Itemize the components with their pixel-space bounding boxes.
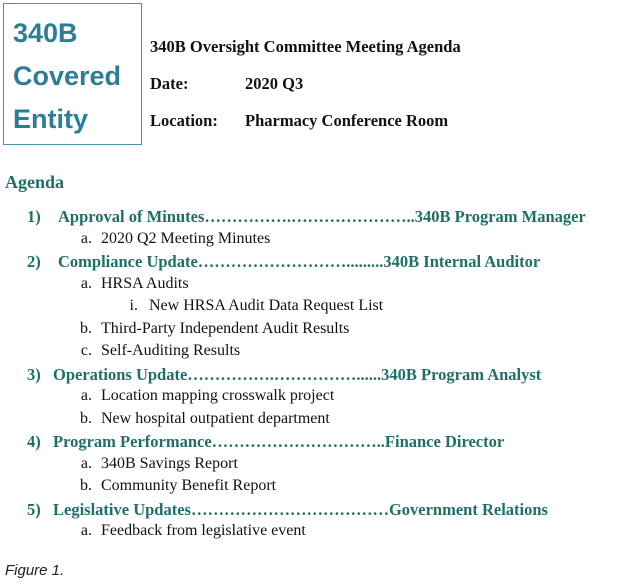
agenda-subitem: [0, 320, 634, 343]
agenda-item-number: 1): [27, 207, 41, 226]
subitem-marker: b.: [80, 409, 92, 427]
agenda-item-number: 4): [27, 432, 41, 451]
logo-line-2: Covered: [13, 61, 122, 91]
agenda-subitem: [0, 387, 634, 410]
subitem-marker: a.: [80, 387, 92, 404]
subitem-text: HRSA Audits: [101, 274, 189, 292]
agenda-item-text: Legislative Updates………………………………Government Relations: [53, 499, 548, 519]
agenda-item: [0, 252, 634, 275]
agenda-subitem: [0, 230, 634, 253]
agenda-subitem: [0, 410, 634, 433]
date-value: 2020 Q3: [245, 74, 304, 93]
subitem-marker: a.: [80, 454, 92, 472]
agenda-subsubitem: [0, 297, 634, 320]
agenda-subitem: [0, 477, 634, 500]
covered-entity-logo: [3, 3, 142, 145]
agenda-subitem: [0, 275, 634, 298]
date-row: [150, 74, 461, 111]
agenda-item: [0, 500, 634, 523]
subitem-marker: b.: [80, 477, 92, 494]
agenda-item: [0, 207, 634, 230]
subitem-text: New hospital outpatient department: [101, 409, 330, 427]
agenda-item-text: Compliance Update……………………….........340B Internal Auditor: [58, 252, 541, 271]
agenda-item-number: 2): [27, 252, 41, 271]
subitem-text: Self-Auditing Results: [101, 342, 241, 359]
logo-line-3: Entity: [13, 104, 89, 134]
subitem-marker: b.: [80, 319, 92, 337]
agenda-item-number: 3): [27, 364, 41, 384]
subitem-text: 340B Savings Report: [101, 454, 238, 472]
subitem-marker: a.: [80, 229, 92, 247]
subitem-marker: a.: [80, 274, 92, 292]
agenda-heading: Agenda: [5, 172, 65, 192]
date-label: Date:: [150, 74, 189, 93]
subitem-text: Location mapping crosswalk project: [101, 387, 335, 404]
location-label: Location:: [150, 111, 218, 130]
agenda-item-text: Operations Update…………….……………......340B Program Analyst: [53, 364, 542, 384]
subsubitem-marker: i.: [129, 297, 138, 314]
agenda-item-number: 5): [27, 499, 41, 519]
meeting-header: [150, 37, 461, 148]
logo-line-1: 340B: [13, 18, 78, 48]
agenda-subitem: [0, 455, 634, 478]
agenda-list: [0, 207, 634, 545]
subitem-text: Feedback from legislative event: [101, 522, 306, 539]
location-value: Pharmacy Conference Room: [245, 111, 449, 130]
agenda-item-text: Approval of Minutes…………….…………………..340B Program Manager: [58, 207, 586, 226]
subitem-text: Third-Party Independent Audit Results: [101, 319, 350, 337]
subitem-marker: c.: [80, 342, 92, 359]
subitem-marker: a.: [80, 522, 92, 539]
location-row: [150, 111, 461, 148]
subsubitem-text: New HRSA Audit Data Request List: [149, 297, 384, 314]
agenda-item: [0, 432, 634, 455]
agenda-subitem: [0, 342, 634, 365]
agenda-subitem: [0, 522, 634, 545]
figure-caption: Figure 1.: [5, 562, 65, 579]
subitem-text: 2020 Q2 Meeting Minutes: [101, 229, 271, 247]
subitem-text: Community Benefit Report: [101, 477, 277, 494]
meeting-title: 340B Oversight Committee Meeting Agenda: [150, 37, 461, 56]
agenda-item-text: Program Performance…………………………..Finance Director: [53, 432, 505, 451]
agenda-item: [0, 365, 634, 388]
